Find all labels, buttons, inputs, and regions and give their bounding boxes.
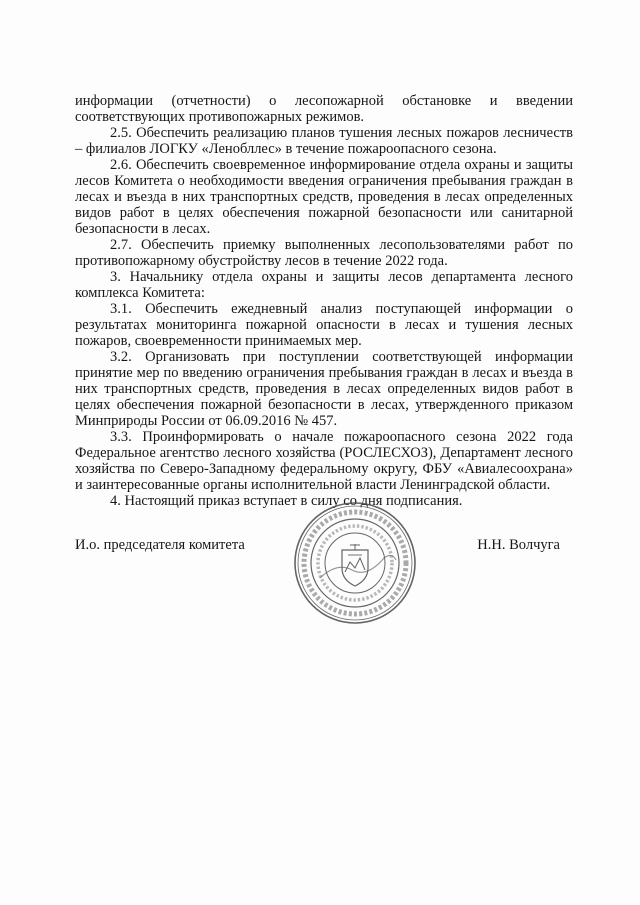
signatory-name: Н.Н. Волчуга [477, 537, 560, 553]
paragraph-3-1: 3.1. Обеспечить ежедневный анализ поступающей информации о результатах мониторинга пожарной опасности в лесах и тушения лесных пожаров, своевременности принимаемых мер. [75, 301, 573, 349]
signatory-title: И.о. председателя комитета [75, 537, 245, 553]
official-seal-icon [292, 500, 418, 626]
paragraph-3-2: 3.2. Организовать при поступлении соответствующей информации принятие мер по введению ограничения пребывания граждан в лесах и въезда в них транспортных средств, проведения в лесах определенных видов работ в целях обеспечения пожарной безопасности в лесах, утвержденного приказом Минприроды России от 06.09.2016 № 457. [75, 349, 573, 429]
paragraph-4: 4. Настоящий приказ вступает в силу со дня подписания. [110, 493, 463, 509]
document-body [75, 93, 573, 509]
paragraph-2-5: 2.5. Обеспечить реализацию планов тушения лесных пожаров лесничеств – филиалов ЛОГКУ «Ленобллес» в течение пожароопасного сезона. [75, 125, 573, 157]
paragraph-3: 3. Начальнику отдела охраны и защиты лесов департамента лесного комплекса Комитета: [75, 269, 573, 301]
paragraph-2-7: 2.7. Обеспечить приемку выполненных лесопользователями работ по противопожарному обустройству лесов в течение 2022 года. [75, 237, 573, 269]
paragraph-2-6: 2.6. Обеспечить своевременное информирование отдела охраны и защиты лесов Комитета о необходимости введения ограничения пребывания граждан в лесах и въезда в них транспортных средств, проведения в лесах определенных видов работ в целях обеспечения пожарной безопасности или санитарной безопасности в лесах. [75, 157, 573, 237]
paragraph-3-3: 3.3. Проинформировать о начале пожароопасного сезона 2022 года Федеральное агентство лесного хозяйства (РОСЛЕСХОЗ), Департамент лесного хозяйства по Северо-Западному федеральному округу, ФБУ «Авиалесоохрана» и заинтересованные органы исполнительной власти Ленинградской области. [75, 429, 573, 493]
paragraph-continuation: информации (отчетности) о лесопожарной обстановке и введении соответствующих противопожарных режимов. [75, 93, 573, 125]
